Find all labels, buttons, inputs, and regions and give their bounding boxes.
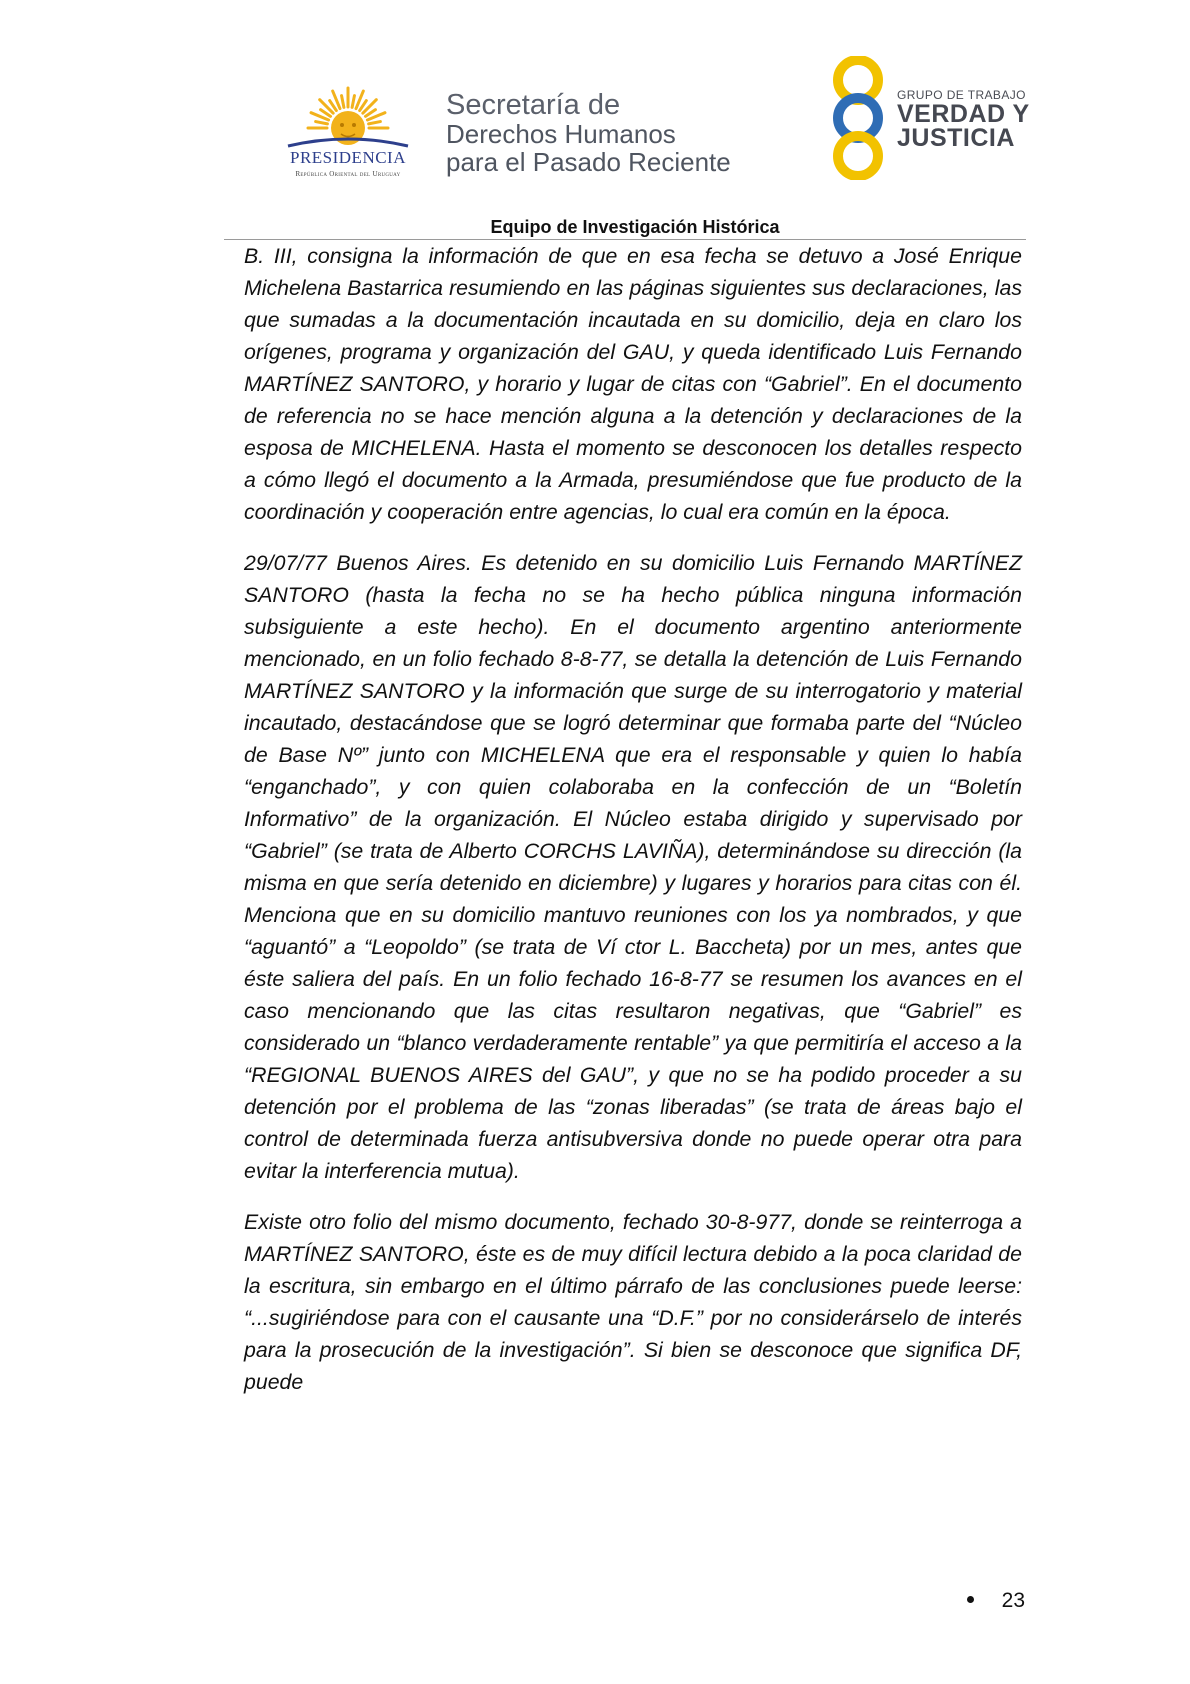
- header-title: Equipo de Investigación Histórica: [490, 217, 780, 237]
- grupo-line-3: JUSTICIA: [897, 124, 1015, 152]
- sun-ray: [316, 122, 328, 124]
- paragraph-3: Existe otro folio del mismo documento, fechado 30-8-977, donde se reinterroga a MARTÍNEZ SANTORO, éste es de muy difícil lectura debido a la poca claridad de la escritura, sin embargo en el último párrafo de las conclusiones puede leerse: “...sugiriéndose para con el causante una “D.F.” por no considerárselo de interés para la prosecución de la investigación”. Si bien se desconoce que significa DF, puede: [244, 1210, 1022, 1394]
- presidencia-logo: [268, 84, 428, 184]
- grupo-line-1: GRUPO DE TRABAJO: [897, 88, 1026, 102]
- secretaria-logo: [446, 90, 776, 176]
- secretaria-line-3: para el Pasado Reciente: [446, 147, 731, 177]
- page-number: 23: [1001, 1589, 1025, 1612]
- paragraph-1: B. III, consigna la información de que en esa fecha se detuvo a José Enrique Michelena Bastarrica resumiendo en las páginas siguientes sus declaraciones, las que sumadas a la documentación incautada en su domicilio, deja en claro los orígenes, programa y organización del GAU, y queda identificado Luis Fernando MARTÍNEZ SANTORO, y horario y lugar de citas con “Gabriel”. En el documento de referencia no se hace mención alguna a la detención y declaraciones de la esposa de MICHELENA. Hasta el momento se desconocen los detalles respecto a cómo llegó el documento a la Armada, presumiéndose que fue producto de la coordinación y cooperación entre agencias, lo cual era común en la época.: [244, 244, 1022, 524]
- sun-ray: [352, 96, 354, 108]
- page-header: [0, 0, 1190, 240]
- bullet-icon: [967, 1596, 974, 1603]
- secretaria-line-2: Derechos Humanos: [446, 119, 676, 149]
- paragraph-2: 29/07/77 Buenos Aires. Es detenido en su domicilio Luis Fernando MARTÍNEZ SANTORO (hasta la fecha no se ha hecho pública ninguna información subsiguiente a este hecho). En el documento argentino anteriormente mencionado, en un folio fechado 8-8-77, se detalla la detención de Luis Fernando MARTÍNEZ SANTORO y la información que surge de su interrogatorio y material incautado, destacándose que se logró determinar que formaba parte del “Núcleo de Base Nº” junto con MICHELENA que era el responsable y quien lo había “enganchado”, y con quien colaboraba en la confección de un “Boletín Informativo” de la organización. El Núcleo estaba dirigido y supervisado por “Gabriel” (se trata de Alberto CORCHS LAVIÑA), determinándose su dirección (la misma en que sería detenido en diciembre) y lugares y horarios para citas con él. Menciona que en su domicilio mantuvo reuniones con los ya nombrados, y que “aguantó” a “Leopoldo” (se trata de Ví ctor L. Baccheta) por un mes, antes que éste saliera del país. En un folio fechado 16-8-77 se resumen los avances en el caso mencionando que las citas resultaron negativas, que “Gabriel” es considerado un “blanco verdaderamente rentable” ya que permitiría el acceso a la “REGIONAL BUENOS AIRES del GAU”, y que no se ha podido proceder a su detención por el problema de las “zonas liberadas” (se trata de áreas bajo el control de determinada fuerza antisubversiva donde no puede operar otra para evitar la interferencia mutua).: [244, 551, 1022, 1183]
- secretaria-line-1: Secretaría de: [446, 89, 621, 121]
- page-footer: [967, 1589, 1025, 1613]
- grupo-line-2: VERDAD Y: [897, 100, 1030, 128]
- sun-emblem-icon: [268, 84, 428, 150]
- presidencia-name: PRESIDENCIA: [289, 148, 406, 167]
- sun-ray: [369, 122, 381, 124]
- document-body: [244, 240, 1022, 1417]
- presidencia-subtitle: República Oriental del Uruguay: [295, 170, 401, 178]
- sun-ray: [342, 96, 344, 108]
- verdad-justicia-wordmark: [897, 88, 1030, 150]
